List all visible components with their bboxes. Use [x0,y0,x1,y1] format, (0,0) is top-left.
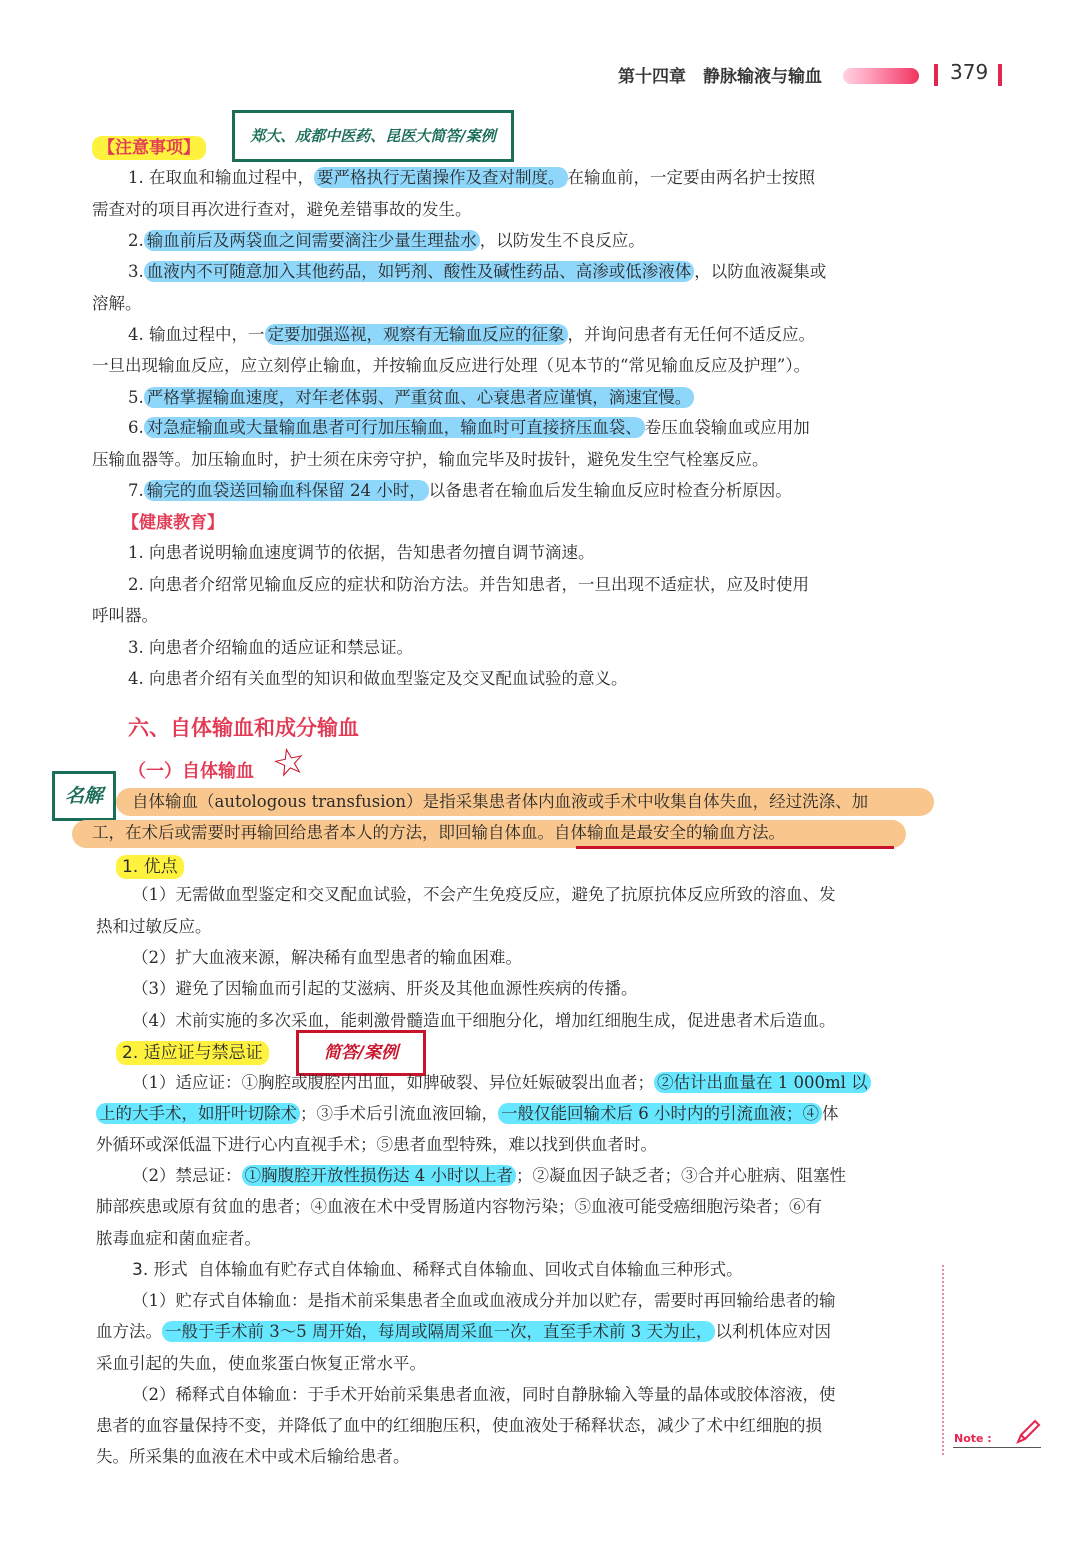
note-item-5: 5. 严格掌握输血速度，对年老体弱、严重贫血、心衰患者应谨慎，滴速宜慢。 [128,386,694,410]
advantage-2: （2）扩大血液来源，解决稀有血型患者的输血困难。 [132,948,522,967]
chapter-title: 第十四章 静脉输液与输血 [618,67,822,87]
form-2-cont2: 失。所采集的血液在术中或术后输给患者。 [96,1447,410,1466]
note-item-6-cont: 压输血器等。加压输血时，护士须在床旁守护，输血完毕及时拔针，避免发生空气栓塞反应。 [92,450,769,469]
indication-1-cont2: 外循环或深低温下进行心内直视手术；⑤患者血型特殊，难以找到供血者时。 [96,1135,657,1154]
indication-1-cont: 上的大手术，如肝叶切除术 ；③手术后引流血液回输， 一般仅能回输术后 6 小时内的引流血液；④ 体 [96,1102,839,1126]
health-item-3: 3. 向患者介绍输血的适应证和禁忌证。 [128,638,413,657]
page-header [0,62,1080,92]
star-icon: ☆ [267,736,311,788]
health-heading: 【健康教育】 [122,513,224,533]
handwritten-note-jianda: 简答/案例 [296,1030,426,1076]
red-underline [576,846,894,849]
header-divider [998,64,1002,86]
note-item-7: 7. 输完的血袋送回输血科保留 24 小时， 以备患者在输血后发生输血反应时检查分析原因。 [128,481,792,500]
contraindication-cont: 肺部疾患或原有贫血的患者；④血液在术中受胃肠道内容物污染；⑤血液可能受癌细胞污染者；⑥有 [96,1197,822,1216]
form-1-cont: 血方法。 一般于手术前 3～5 周开始，每周或隔周采血一次，直至手术前 3 天为止， 以利机体应对因 [96,1322,831,1341]
advantage-3: （3）避免了因输血而引起的艾滋病、肝炎及其他血源性疾病的传播。 [132,979,638,998]
note-margin-line [942,1265,945,1455]
subsection-1-title: （一）自体输血 [128,761,254,782]
health-item-2-cont: 呼叫器。 [92,606,158,625]
contraindication-cont2: 脓毒血症和菌血症者。 [96,1229,261,1248]
note-item-1: 1. 在取血和输血过程中， 要严格执行无菌操作及查对制度。 在输血前，一定要由两名护士按照 [128,168,815,187]
section-6-title: 六、自体输血和成分输血 [128,716,359,740]
pencil-icon [1014,1418,1042,1446]
handwritten-note-top: 郑大、成都中医药、昆医大简答/案例 [232,110,514,162]
contraindication: （2）禁忌证： ①胸腹腔开放性损伤达 4 小时以上者 ；②凝血因子缺乏者；③合并心脏病、阻塞性 [132,1166,846,1185]
handwritten-note-mingjie: 名解 [52,771,116,821]
note-item-4-cont: 一旦出现输血反应，应立刻停止输血，并按输血反应进行处理（见本节的“常见输血反应及护理”）。 [92,356,811,375]
health-item-2: 2. 向患者介绍常见输血反应的症状和防治方法。并告知患者，一旦出现不适症状，应及时使用 [128,575,809,594]
health-item-4: 4. 向患者介绍有关血型的知识和做血型鉴定及交叉配血试验的意义。 [128,669,628,688]
note-item-4: 4. 输血过程中，一 定要加强巡视，观察有无输血反应的征象 ，并询问患者有无任何不适反应。 [128,325,815,344]
advantage-4: （4）术前实施的多次采血，能刺激骨髓造血干细胞分化，增加红细胞生成，促进患者术后造血。 [132,1011,836,1030]
note-item-3: 3. 血液内不可随意加入其他药品，如钙剂、酸性及碱性药品、高渗或低渗液体 ，以防血液凝集或 [128,262,827,281]
header-decor-bar [843,68,919,84]
header-divider [934,64,938,86]
advantage-1-cont: 热和过敏反应。 [96,917,212,936]
note-item-6: 6. 对急症输血或大量输血患者可行加压输血，输血时可直接挤压血袋、 卷压血袋输血或应用加 [128,418,810,437]
advantage-1: （1）无需做血型鉴定和交叉配血试验，不会产生免疫反应，避免了抗原抗体反应所致的溶血、发 [132,885,836,904]
form-1-cont2: 采血引起的失血，使血浆蛋白恢复正常水平。 [96,1354,426,1373]
advantages-heading: 1. 优点 [116,855,184,879]
indications-heading: 2. 适应证与禁忌证 [116,1041,269,1065]
note-item-2: 2. 输血前后及两袋血之间需要滴注少量生理盐水 ，以防发生不良反应。 [128,231,645,250]
forms-line: 3. 形式 自体输血有贮存式自体输血、稀释式自体输血、回收式自体输血三种形式。 [132,1260,743,1280]
page-number: 379 [950,60,989,84]
note-item-3-cont: 溶解。 [92,294,142,313]
form-2-cont: 患者的血容量保持不变，并降低了血中的红细胞压积，使血液处于稀释状态，减少了术中红细胞的损 [96,1416,822,1435]
definition-line-1: 自体输血（autologous transfusion）是指采集患者体内血液或手术中收集自体失血，经过洗涤、加 [132,792,869,811]
notes-heading: 【注意事项】 [92,136,206,160]
note-underline [953,1447,1041,1448]
note-label: Note : [954,1432,992,1445]
form-1: （1）贮存式自体输血：是指术前采集患者全血或血液成分并加以贮存，需要时再回输给患者的输 [132,1291,836,1310]
form-2: （2）稀释式自体输血：于手术开始前采集患者血液，同时自静脉输入等量的晶体或胶体溶液，使 [132,1385,836,1404]
definition-line-2: 工，在术后或需要时再输回给患者本人的方法，即回输自体血。自体输血是最安全的输血方法。 [92,823,785,842]
indication-1: （1）适应证：①胸腔或腹腔内出血，如脾破裂、异位妊娠破裂出血者； ②估计出血量在 1 000ml 以 [132,1071,871,1095]
note-item-1-cont: 需查对的项目再次进行查对，避免差错事故的发生。 [92,200,472,219]
health-item-1: 1. 向患者说明输血速度调节的依据，告知患者勿擅自调节滴速。 [128,543,595,562]
